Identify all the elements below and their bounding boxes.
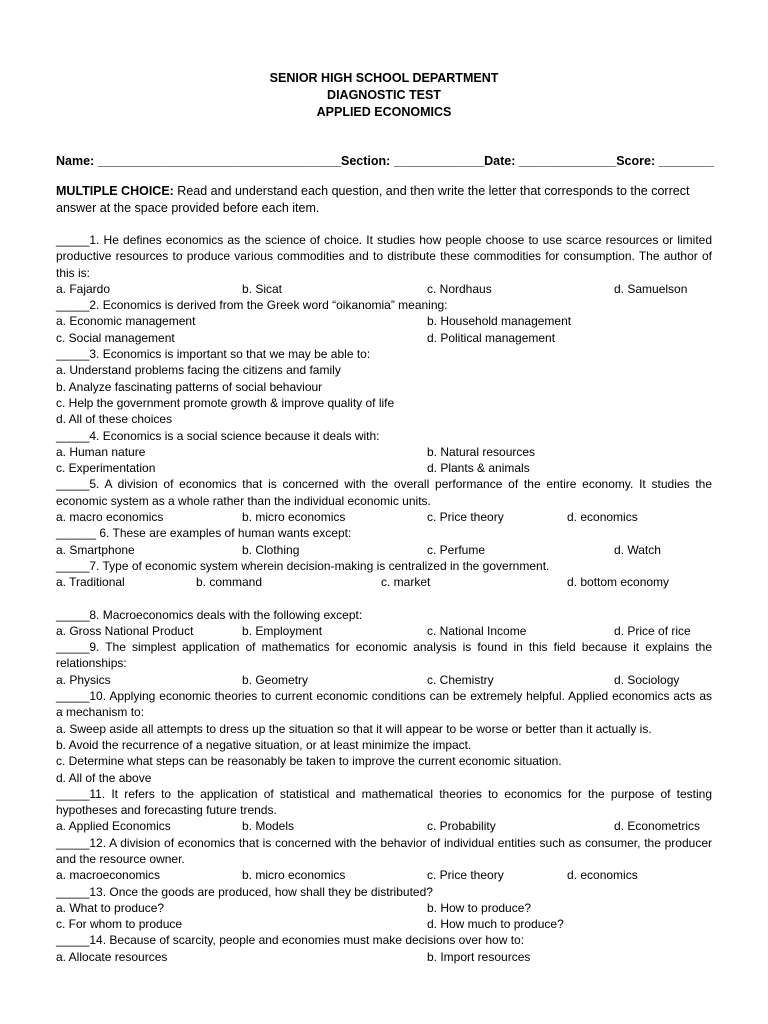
question-10-choice-c — [56, 753, 712, 769]
choice: c. Social management — [56, 330, 175, 345]
question-10-choice-b — [56, 737, 712, 753]
question-3-choice-c — [56, 395, 712, 411]
question-5-stem: _____5. A division of economics that is concerned with the overall performance of the entire economy. It studies the economic system as a whole rather than the individual economic units. — [56, 477, 712, 508]
choice: b. Models — [242, 819, 295, 834]
document-header — [0, 70, 768, 121]
choice: d. All of these choices — [56, 412, 173, 427]
choice: d. All of the above — [56, 770, 152, 785]
instructions-text: Read and understand each question, and then write the letter that corresponds to the correct answer at the space provided before each item. — [56, 184, 690, 215]
question-10-stem: _____10. Applying economic theories to current economic conditions can be extremely helpful. Applied economics acts as a mechanism to: — [56, 689, 712, 720]
choice: b. micro economics — [242, 510, 346, 525]
question-8-stem: _____8. Macroeconomics deals with the following except: — [56, 607, 363, 622]
question-list — [56, 232, 712, 965]
choice: d. Econometrics — [614, 819, 701, 834]
test-title: DIAGNOSTIC TEST — [327, 88, 441, 102]
instructions-label: MULTIPLE CHOICE: — [56, 184, 174, 198]
choice: b. Employment — [242, 623, 323, 638]
choice: d. Price of rice — [614, 623, 691, 638]
choice: b. Import resources — [427, 949, 531, 964]
question-13-choices-row-2 — [56, 916, 712, 932]
question-3-choice-a — [56, 362, 712, 378]
question-13-choices — [56, 900, 712, 916]
choice: d. economics — [567, 510, 638, 525]
choice: d. economics — [567, 868, 638, 883]
choice: c. Chemistry — [427, 672, 494, 687]
question-10-choice-d — [56, 770, 712, 786]
question-10-choice-a — [56, 721, 712, 737]
choice: c. For whom to produce — [56, 917, 183, 932]
question-1-choices — [56, 281, 712, 297]
choice: a. Understand problems facing the citizens and family — [56, 363, 341, 378]
choice: d. Political management — [427, 330, 556, 345]
question-2-stem: _____2. Economics is derived from the Greek word “oikanomia” meaning: — [56, 298, 448, 313]
choice: a. Fajardo — [56, 281, 111, 296]
choice: b. Avoid the recurrence of a negative situation, or at least minimize the impact. — [56, 737, 472, 752]
spacer — [56, 591, 712, 607]
question-8-choices — [56, 623, 712, 639]
choice: b. micro economics — [242, 868, 346, 883]
question-7-choices — [56, 574, 712, 590]
choice: d. Samuelson — [614, 281, 688, 296]
choice: a. What to produce? — [56, 900, 165, 915]
choice: a. macro economics — [56, 510, 164, 525]
choice: a. Economic management — [56, 314, 196, 329]
choice: a. Sweep aside all attempts to dress up the situation so that it will appear to be worse or better than it actually is. — [56, 721, 652, 736]
question-13-stem: _____13. Once the goods are produced, how shall they be distributed? — [56, 884, 433, 899]
choice: a. Allocate resources — [56, 949, 168, 964]
choice: a. Human nature — [56, 444, 146, 459]
question-3-choice-b — [56, 379, 712, 395]
question-3-stem: _____3. Economics is important so that we may be able to: — [56, 347, 371, 362]
question-12-stem: _____12. A division of economics that is concerned with the behavior of individual entities such as consumer, the producer and the resource owner. — [56, 835, 712, 866]
choice: a. Physics — [56, 672, 111, 687]
question-3-choice-d — [56, 411, 712, 427]
choice: b. Analyze fascinating patterns of social behaviour — [56, 379, 323, 394]
question-6-stem: ______ 6. These are examples of human wants except: — [56, 526, 352, 541]
department-title: SENIOR HIGH SCHOOL DEPARTMENT — [269, 71, 499, 85]
question-14-choices — [56, 949, 712, 965]
choice: b. How to produce? — [427, 900, 532, 915]
question-1-stem: _____1. He defines economics as the science of choice. It studies how people choose to use scarce resources or limited productive resources to produce various commodities and to distribute these commodities for consumption. The author of this is: — [56, 233, 712, 280]
choice: d. Watch — [614, 542, 661, 557]
choice: c. Price theory — [427, 510, 504, 525]
choice: c. Probability — [427, 819, 496, 834]
choice: c. Help the government promote growth & improve quality of life — [56, 395, 395, 410]
subject-title: APPLIED ECONOMICS — [316, 105, 452, 119]
choice: c. Nordhaus — [427, 281, 492, 296]
choice: a. Applied Economics — [56, 819, 171, 834]
question-14-stem: _____14. Because of scarcity, people and economies must make decisions over how to: — [56, 933, 525, 948]
question-11-choices — [56, 818, 712, 834]
question-5-choices — [56, 509, 712, 525]
choice: b. Clothing — [242, 542, 300, 557]
question-7-stem: _____7. Type of economic system wherein decision-making is centralized in the government. — [56, 558, 550, 573]
choice: c. Perfume — [427, 542, 486, 557]
question-9-choices — [56, 672, 712, 688]
choice: c. Determine what steps can be reasonably be taken to improve the current economic situation. — [56, 754, 562, 769]
question-12-choices — [56, 867, 712, 883]
question-2-choices — [56, 313, 712, 329]
question-4-choices — [56, 444, 712, 460]
choice: d. bottom economy — [567, 575, 670, 590]
choice: d. Plants & animals — [427, 461, 530, 476]
choice: a. Gross National Product — [56, 623, 194, 638]
question-2-choices-row-2 — [56, 330, 712, 346]
choice: c. Price theory — [427, 868, 504, 883]
question-9-stem: _____9. The simplest application of mathematics for economic analysis is found in this field because it explains the relationships: — [56, 640, 712, 671]
choice: b. Natural resources — [427, 444, 536, 459]
question-4-choices-row-2 — [56, 460, 712, 476]
choice: b. Sicat — [242, 281, 283, 296]
instructions — [56, 183, 712, 216]
choice: b. Household management — [427, 314, 572, 329]
question-4-stem: _____4. Economics is a social science because it deals with: — [56, 428, 380, 443]
choice: c. National Income — [427, 623, 527, 638]
choice: d. Sociology — [614, 672, 680, 687]
choice: c. Experimentation — [56, 461, 156, 476]
question-6-choices — [56, 542, 712, 558]
choice: b. command — [196, 575, 263, 590]
choice: d. How much to produce? — [427, 917, 564, 932]
student-info-line: Name: ___________________________________Section: _____________Date: ______________Score: ________ — [56, 154, 715, 168]
choice: a. Traditional — [56, 575, 125, 590]
choice: c. market — [381, 575, 431, 590]
choice: b. Geometry — [242, 672, 309, 687]
choice: a. macroeconomics — [56, 868, 161, 883]
question-11-stem: _____11. It refers to the application of statistical and mathematical theories to economics for the purpose of testing hypotheses and forecasting future trends. — [56, 786, 712, 818]
choice: a. Smartphone — [56, 542, 135, 557]
